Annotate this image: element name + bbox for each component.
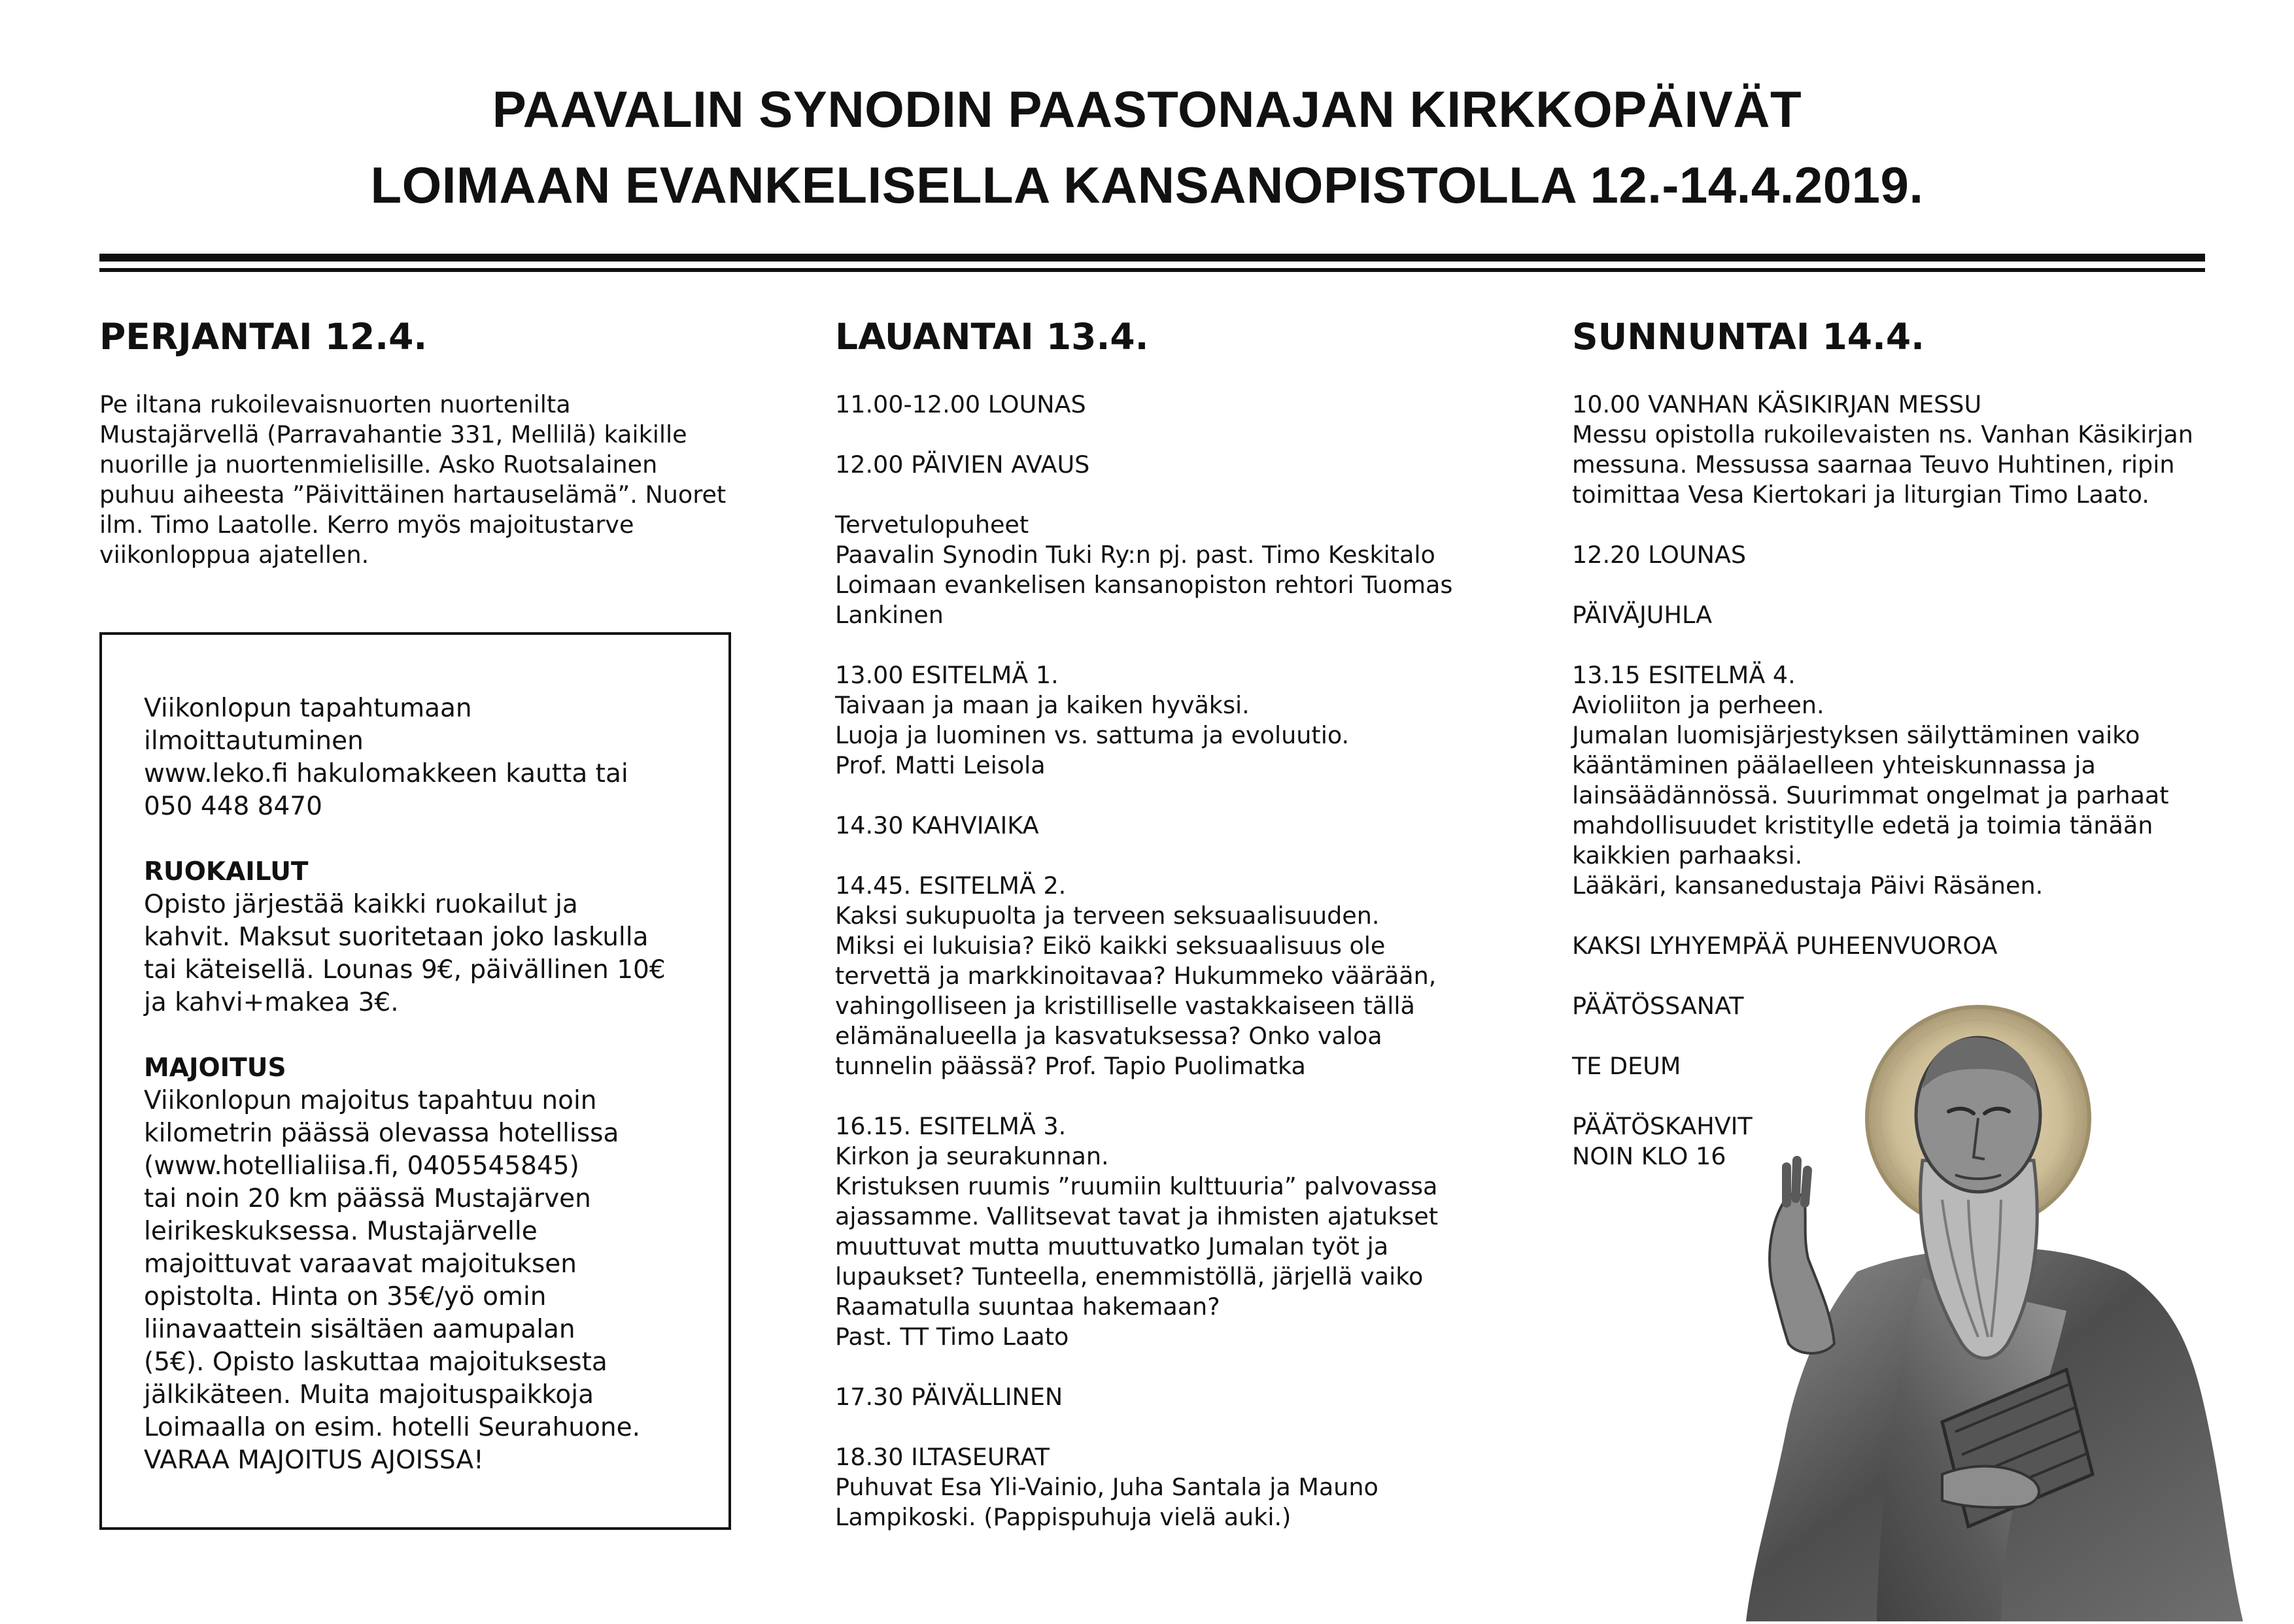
header-divider-thin xyxy=(99,268,2205,272)
meals-heading: RUOKAILUT xyxy=(144,857,309,887)
saint-paul-icon xyxy=(1726,1004,2263,1621)
saturday-item: 13.00 ESITELMÄ 1. Taivaan ja maan ja kaiken hyväksi. Luoja ja luominen vs. sattuma ja evoluutio. Prof. Matti Leisola xyxy=(835,661,1350,779)
saturday-heading: LAUANTAI 13.4. xyxy=(835,316,1149,358)
saturday-item: 14.30 KAHVIAIKA xyxy=(835,811,1039,839)
saturday-item: 11.00-12.00 LOUNAS xyxy=(835,390,1086,418)
sunday-item: 12.20 LOUNAS xyxy=(1572,541,1747,569)
sunday-item: 13.15 ESITELMÄ 4. Avioliiton ja perheen. Jumalan luomisjärjestyksen säilyttäminen vaiko kääntäminen päälaelleen yhteiskunnassa ja lainsäädännössä. Suurimmat ongelmat ja parhaat mahdollisuudet kristitylle edetä ja toimia tänään kaikkien parhaaksi. Lääkäri, kansanedustaja Päivi Räsänen. xyxy=(1572,661,2169,900)
sunday-item: PÄÄTÖSSANAT xyxy=(1572,992,1744,1020)
lodging-text: Viikonlopun majoitus tapahtuu noin kilometrin päässä olevassa hotellissa (www.hotellialiisa.fi, 0405545845) tai noin 20 km päässä Mustajärven leirikeskuksessa. Mustajärvelle majoittuvat varaavat majoituksen opistolta. Hinta on 35€/yö omin liinavaattein sisältäen aamupalan (5€). Opisto laskuttaa majoituksesta jälkikäteen. Muita majoituspaikkoja Loimaalla on esim. hotelli Seurahuone. VARAA MAJOITUS AJOISSA! xyxy=(144,1086,640,1475)
sunday-heading: SUNNUNTAI 14.4. xyxy=(1572,316,1925,358)
lodging-heading: MAJOITUS xyxy=(144,1053,286,1083)
sunday-item: PÄIVÄJUHLA xyxy=(1572,601,1713,629)
sunday-item: 10.00 VANHAN KÄSIKIRJAN MESSU Messu opistolla rukoilevaisten ns. Vanhan Käsikirjan messuna. Messussa saarnaa Teuvo Huhtinen, ripin toimittaa Vesa Kiertokari ja liturgian Timo Laato. xyxy=(1572,390,2193,509)
saturday-item: 18.30 ILTASEURAT Puhuvat Esa Yli-Vainio, Juha Santala ja Mauno Lampikoski. (Pappispuhuja vielä auki.) xyxy=(835,1443,1378,1531)
saturday-item: 14.45. ESITELMÄ 2. Kaksi sukupuolta ja terveen seksuaalisuuden. Miksi ei lukuisia? Eikö kaikki seksuaalisuus ole tervettä ja markkinoitavaa? Hukummeko väärään, vahingolliseen ja kristilliselle vastakkaiseen tällä elämänalueella ja kasvatuksessa? Onko valoa tunnelin päässä? Prof. Tapio Puolimatka xyxy=(835,871,1437,1080)
saturday-item: 16.15. ESITELMÄ 3. Kirkon ja seurakunnan. Kristuksen ruumis ”ruumiin kulttuuria” palvovassa ajassamme. Vallitsevat tavat ja ihmisten ajatukset muuttuvat mutta muuttuvatko Jumalan työt ja lupaukset? Tunteella, enemmistöllä, järjellä vaiko Raamatulla suuntaa hakemaan? Past. TT Timo Laato xyxy=(835,1112,1439,1351)
saturday-item: Tervetulopuheet Paavalin Synodin Tuki Ry:n pj. past. Timo Keskitalo Loimaan evankelisen kansanopiston rehtori Tuomas Lankinen xyxy=(835,511,1453,629)
saturday-item: 12.00 PÄIVIEN AVAUS xyxy=(835,450,1090,479)
friday-column xyxy=(99,390,753,570)
header-divider-thick xyxy=(99,254,2205,262)
sunday-item: KAKSI LYHYEMPÄÄ PUHEENVUOROA xyxy=(1572,932,1998,960)
saturday-item: 17.30 PÄIVÄLLINEN xyxy=(835,1383,1063,1411)
meals-text: Opisto järjestää kaikki ruokailut ja kahvit. Maksut suoritetaan joko laskulla tai käteisellä. Lounas 9€, päivällinen 10€ ja kahvi+makea 3€. xyxy=(144,890,666,1017)
saturday-column xyxy=(835,390,1548,1532)
friday-heading: PERJANTAI 12.4. xyxy=(99,316,428,358)
registration-text: Viikonlopun tapahtumaan ilmoittautuminen www.leko.fi hakulomakkeen kautta tai 050 448 8470 xyxy=(144,694,628,821)
info-box xyxy=(99,632,731,1530)
title-line-1: PAAVALIN SYNODIN PAASTONAJAN KIRKKOPÄIVÄT xyxy=(492,80,1802,138)
title-line-2: LOIMAAN EVANKELISELLA KANSANOPISTOLLA 12.-14.4.2019. xyxy=(370,156,1924,214)
friday-intro: Pe iltana rukoilevaisnuorten nuortenilta Mustajärvellä (Parravahantie 331, Mellilä) kaikille nuorille ja nuortenmielisille. Asko Ruotsalainen puhuu aiheesta ”Päivittäinen hartauselämä”. Nuoret ilm. Timo Laatolle. Kerro myös majoitustarve viikonloppua ajatellen. xyxy=(99,390,727,569)
sunday-item: PÄÄTÖSKAHVIT NOIN KLO 16 xyxy=(1572,1112,1753,1170)
sunday-item: TE DEUM xyxy=(1572,1052,1681,1080)
